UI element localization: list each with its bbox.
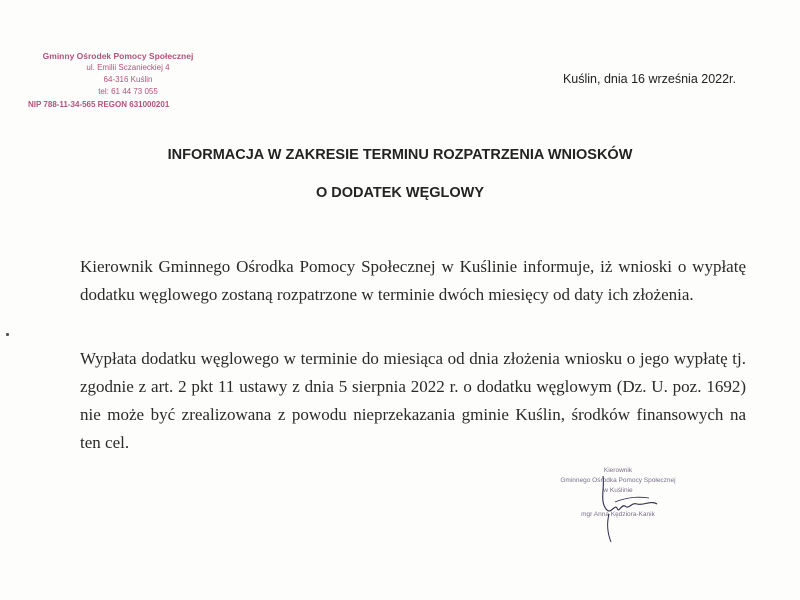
- institution-stamp: [28, 50, 208, 111]
- stamp-phone: tel: 61 44 73 055: [98, 87, 158, 96]
- stamp-city: 64-316 Kuślin: [103, 75, 153, 84]
- signature-role: Kierownik: [603, 467, 633, 474]
- signature-person: mgr Anna Kędziora-Kanik: [581, 511, 655, 518]
- paragraph-1-text: Kierownik Gminnego Ośrodka Pomocy Społecznej w Kuślinie informuje, iż wnioski o wypłatę dodatku węglowego zostaną rozpatrzone w terminie dwóch miesięcy od daty ich złożenia.: [80, 257, 746, 304]
- document-subtitle: O DODATEK WĘGLOWY: [315, 185, 485, 201]
- scan-mark: [6, 333, 9, 336]
- paragraph-2-text: Wypłata dodatku węglowego w terminie do miesiąca od dnia złożenia wniosku o jego wypłatę tj. zgodnie z art. 2 pkt 11 ustawy z dnia 5 sierpnia 2022 r. o dodatku węglowym (Dz. U. poz. 1692) nie może być zrealizowana z powodu nieprzekazania gminie Kuślin, środków finansowych na ten cel.: [80, 349, 746, 452]
- signature-place: w Kuślinie: [603, 487, 633, 494]
- paragraph-1: [80, 253, 746, 309]
- paragraph-2: [80, 345, 746, 457]
- stamp-street: ul. Emilii Sczanieckiej 4: [86, 63, 170, 72]
- stamp-nip-regon: NIP 788-11-34-565 REGON 631000201: [28, 100, 170, 109]
- document-title: INFORMACJA W ZAKRESIE TERMINU ROZPATRZENIA WNIOSKÓW: [167, 147, 633, 163]
- document-date: Kuślin, dnia 16 września 2022r.: [562, 72, 736, 86]
- signature-institution: Gminnego Ośrodka Pomocy Społecznej: [560, 477, 676, 484]
- handwritten-signature: [585, 468, 675, 548]
- stamp-name: Gminny Ośrodek Pomocy Społecznej: [42, 51, 194, 61]
